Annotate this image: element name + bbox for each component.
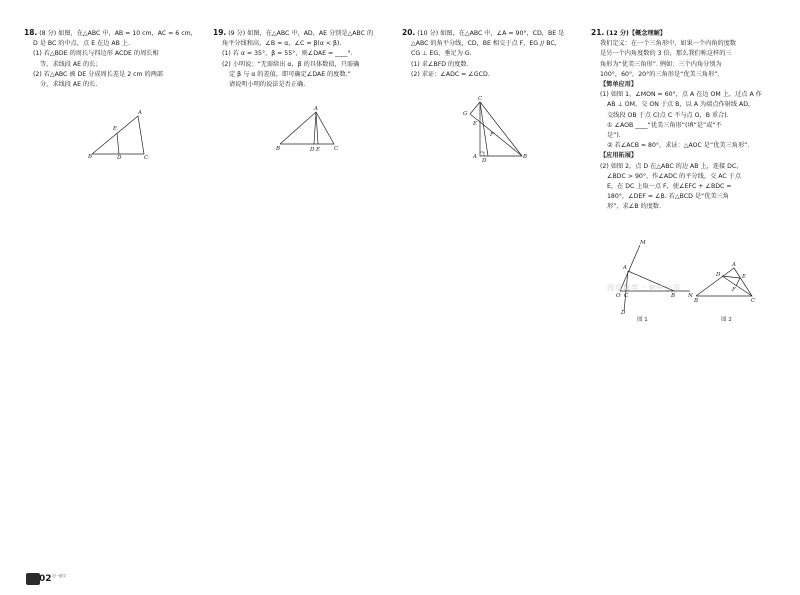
vertex-label: C — [624, 293, 629, 299]
vertex-label: E — [316, 147, 321, 153]
q18-line: (1) 若△BDE 的周长与四边形 ACDE 的周长相 — [33, 50, 159, 58]
q19-line: (2) 小明说：“无需给出 α，β 的具体数值，只需确 — [222, 60, 360, 68]
q19-line: 请说明小明的说法是否正确. — [229, 81, 306, 89]
vertex-label: D — [621, 310, 626, 316]
figure-caption: 图 1 — [637, 317, 648, 323]
vertex-label: C — [334, 146, 339, 152]
q21-line: ① ∠AOB ____“优美三角形”(填“是”或“不 — [607, 121, 722, 129]
q18-line: (8 分) 如图，在△ABC 中，AB = 10 cm，AC = 6 cm， — [39, 30, 197, 37]
vertex-label: B — [523, 154, 528, 160]
q21-line: 是另一个内角度数的 3 倍，那么我们称这样的三 — [600, 50, 732, 58]
vertex-label: A — [138, 110, 142, 116]
question-number: 20. — [402, 28, 416, 37]
vertex-label: A — [314, 106, 318, 112]
vertex-label: F — [490, 132, 494, 138]
q18-triangle-figure — [88, 112, 158, 160]
q20-line: (2) 求证：∠ADC = ∠GCD. — [411, 70, 490, 78]
vertex-label: D — [716, 272, 721, 278]
footer-text: 初一数学 — [52, 574, 66, 578]
q19-line: (9 分) 如图，在△ABC 中，AD，AE 分别是△ABC 的 — [228, 30, 374, 37]
question-number: 18. — [24, 28, 38, 37]
q19-line: 角平分线和高，∠B = α，∠C = β(α < β). — [222, 40, 342, 48]
watermark: 西瓜数学 · 初中公司 — [607, 284, 681, 292]
q21-line: ∠BDC > 90°，作∠ADC 的平分线，交 AC 于点 — [607, 172, 742, 180]
section-heading: 【应用拓展】 — [600, 152, 638, 160]
q20-line: △ABC 的角平分线，CD，BE 相交于点 F，EG // BC， — [411, 40, 561, 48]
vertex-label: D — [117, 155, 122, 161]
vertex-label: B — [276, 146, 281, 152]
vertex-label: B — [88, 154, 93, 160]
q18-line: 分，求线段 AE 的长. — [40, 81, 98, 89]
q20-line: (1) 求∠BFD 的度数. — [411, 60, 469, 68]
q21-line: 交线段 OB 于点 C(点 C 不与点 O，B 重合). — [607, 111, 729, 119]
question-number: 21. — [591, 28, 605, 37]
q20-line: (10 分) 如图，在△ABC 中，∠A = 90°，CD，BE 是 — [417, 30, 565, 37]
q21-line: ② 若∠ACB = 80°，求证：△AOC 是“优美三角形”. — [607, 142, 750, 150]
q21-line: 形”，求∠B 的度数. — [607, 203, 662, 211]
vertex-label: D — [482, 158, 487, 164]
q20-triangle-figure — [462, 98, 534, 162]
q18-line: (2) 若△ABC 被 DE 分成周长差是 2 cm 的两部 — [33, 70, 164, 78]
vertex-label: B — [694, 298, 699, 304]
figure-caption: 图 2 — [721, 317, 732, 323]
q21-line: (1) 如图 1，∠MON = 60°，点 A 在边 OM 上，过点 A 作 — [600, 91, 762, 99]
vertex-label: N — [688, 293, 693, 299]
q21-line: E，在 DC 上取一点 F，使∠EFC + ∠BDC = — [607, 183, 732, 191]
footer-logo-icon — [26, 573, 40, 585]
q21-line: 我们定义：在一个三角形中，如果一个内角的度数 — [600, 40, 737, 48]
q21-line: 180°，∠DEF = ∠B. 若△BCD 是“优美三角 — [607, 193, 729, 201]
q19-triangle-figure — [276, 106, 342, 154]
vertex-label: A — [732, 262, 736, 268]
vertex-label: A — [473, 154, 477, 160]
q21-line: 是”). — [607, 132, 621, 140]
q19-line: (1) 若 α = 35°，β = 55°，则∠DAE = ____°. — [222, 50, 353, 58]
q20-line: CG ⊥ EG，垂足为 G. — [411, 50, 472, 58]
vertex-label: C — [144, 155, 149, 161]
page-footer — [26, 573, 78, 585]
vertex-label: C — [478, 96, 483, 102]
vertex-label: C — [751, 298, 756, 304]
vertex-label: O — [616, 293, 621, 299]
vertex-label: E — [113, 126, 118, 132]
q21-figure-2 — [694, 262, 760, 302]
q18-line: D 是 BC 的中点，点 E 在边 AB 上. — [33, 40, 131, 48]
section-heading: 【简单应用】 — [600, 81, 638, 89]
vertex-label: E — [473, 121, 478, 127]
vertex-label: A — [623, 265, 627, 271]
q21-line: AB ⊥ OM，交 ON 于点 B，以 A 为端点作射线 AD， — [607, 101, 755, 109]
q21-line: (2) 如图 2，点 D 在△ABC 的边 AB 上，连接 DC， — [600, 162, 743, 170]
question-20 — [402, 28, 582, 80]
vertex-label: M — [640, 240, 646, 246]
q21-line: 100°，60°，20°的三角形是“优美三角形”. — [600, 70, 720, 78]
q21-line: 角形为“优美三角形”. 例如：三个内角分别为 — [600, 60, 722, 68]
vertex-label: G — [463, 111, 468, 117]
question-21 — [591, 28, 776, 213]
question-18 — [24, 28, 204, 90]
q21-header: (12 分)【概念理解】 — [606, 30, 666, 37]
vertex-label: E — [742, 274, 747, 280]
page-number: 02 — [39, 574, 52, 584]
vertex-label: B — [671, 293, 676, 299]
vertex-label: D — [310, 147, 315, 153]
question-number: 19. — [213, 28, 227, 37]
question-19 — [213, 28, 393, 90]
vertex-label: F — [732, 287, 736, 293]
q21-figure-1 — [616, 240, 699, 316]
q18-line: 等，求线段 AE 的长； — [40, 60, 102, 68]
q19-line: 定 β 与 α 的差值，即可确定∠DAE 的度数.” — [229, 70, 351, 78]
